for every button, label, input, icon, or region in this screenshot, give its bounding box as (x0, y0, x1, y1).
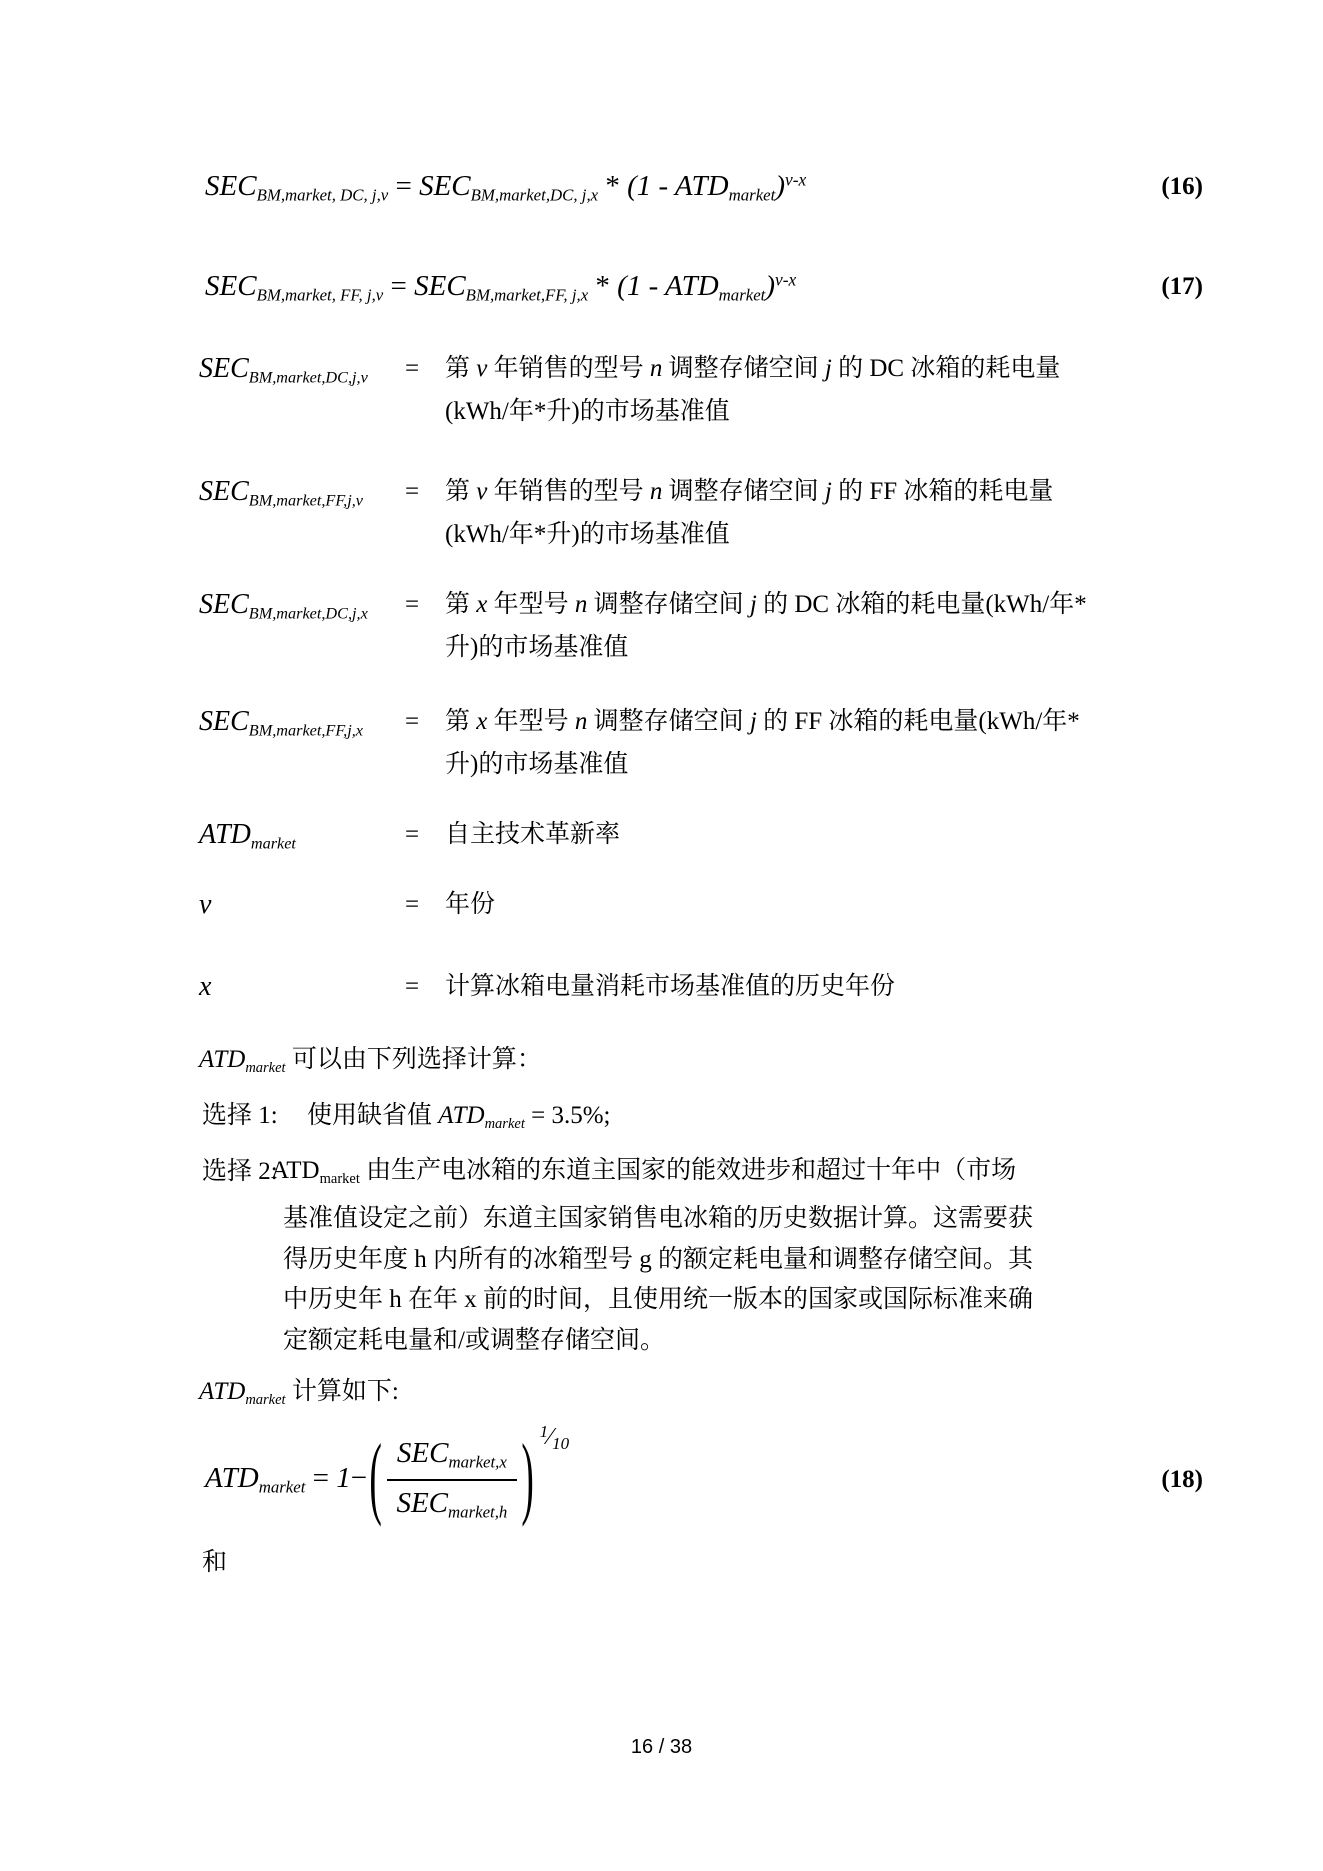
definition-row-sec-bm-market-dc-j-x (199, 583, 1203, 669)
definition-description (445, 813, 1203, 856)
definition-term: SECBM,market,FF,j,x (199, 706, 363, 740)
equals-sign: = (405, 708, 420, 735)
equals-sign: = (405, 355, 420, 382)
description-line: 第 v 年销售的型号 n 调整存储空间 j 的 DC 冰箱的耗电量 (445, 355, 1061, 382)
definition-term: SECBM,market,FF,j,v (199, 476, 363, 510)
choice-1-line: 使用缺省值 ATDmarket = 3.5%; (307, 1102, 611, 1132)
atd-options-intro: ATDmarket 可以由下列选择计算： (199, 1046, 542, 1076)
choice-1-row (202, 1095, 1203, 1145)
description-line: 升)的市场基准值 (445, 751, 629, 778)
fraction-denominator: SECmarket,h (396, 1487, 508, 1522)
page-number: 16 / 38 (630, 1736, 693, 1758)
choice-2-line: 基准值设定之前）东道主国家销售电冰箱的历史数据计算。这需要获 (283, 1205, 1034, 1233)
definition-row-sec-bm-market-dc-j-v (199, 347, 1203, 433)
description-line: 计算冰箱电量消耗市场基准值的历史年份 (445, 973, 896, 1000)
choice-2-content (271, 1151, 1203, 1361)
definition-description (445, 965, 1203, 1008)
exponent-one-tenth (540, 1419, 570, 1452)
description-line: 第 x 年型号 n 调整存储空间 j 的 FF 冰箱的耗电量(kWh/年* (445, 708, 1080, 735)
description-line: 年份 (445, 891, 496, 918)
choice-1-label: 选择 1: (202, 1102, 278, 1129)
equals-sign: = (405, 821, 420, 848)
definition-row-v (199, 883, 1203, 926)
definition-term: x (199, 971, 212, 1002)
definition-row-atd-market (199, 813, 1203, 865)
open-paren: ( (369, 1428, 383, 1529)
and-label: 和 (202, 1549, 228, 1576)
description-line: (kWh/年*升)的市场基准值 (445, 521, 730, 548)
close-paren: ) (521, 1428, 535, 1529)
definition-row-sec-bm-market-ff-j-v (199, 470, 1203, 556)
definition-description (445, 883, 1203, 926)
definition-term: SECBM,market,DC,j,v (199, 353, 368, 387)
choice-2-line: 得历史年度 h 内所有的冰箱型号 g 的额定耗电量和调整存储空间。其 (283, 1245, 1034, 1273)
description-line: 第 x 年型号 n 调整存储空间 j 的 DC 冰箱的耗电量(kWh/年* (445, 591, 1087, 618)
equation-18-number: (18) (1161, 1466, 1203, 1493)
fraction (386, 1435, 517, 1524)
atd-calculation-intro: ATDmarket 计算如下: (199, 1378, 399, 1408)
definition-description (445, 583, 1203, 669)
equation-17-row (205, 268, 1203, 306)
choice-2-row (202, 1151, 1203, 1361)
exponent-numerator: 1 (539, 1422, 549, 1442)
definition-description (445, 347, 1203, 433)
definition-description (445, 470, 1203, 556)
description-line: 自主技术革新率 (445, 821, 621, 848)
definition-row-x (199, 965, 1203, 1008)
equation-16-number: (16) (1161, 172, 1203, 200)
equation-18-lhs: ATDmarket = 1− (205, 1462, 368, 1497)
equation-17-number: (17) (1161, 272, 1203, 300)
equals-sign: = (405, 591, 420, 618)
description-line: (kWh/年*升)的市场基准值 (445, 398, 730, 425)
equation-18-formula (205, 1422, 570, 1529)
choice-2-line: ATDmarket 由生产电冰箱的东道主国家的能效进步和超过十年中（市场 (271, 1157, 1017, 1187)
equation-17-formula: SECBM,market, FF, j,v = SECBM,market,FF, j,x * (1 - ATDmarket)$^{v-x}$ (205, 269, 797, 305)
description-line: 升)的市场基准值 (445, 634, 629, 661)
equation-18-row (205, 1422, 1203, 1535)
definition-row-sec-bm-market-ff-j-x (199, 700, 1203, 786)
equals-sign: = (405, 478, 420, 505)
choice-2-line: 中历史年 h 在年 x 前的时间，且使用统一版本的国家或国际标准来确 (283, 1286, 1034, 1314)
equals-sign: = (405, 891, 420, 918)
fraction-slash: ⁄ (548, 1424, 553, 1451)
equation-16-row (205, 168, 1203, 206)
choice-2-label: 选择 2: (202, 1158, 278, 1185)
fraction-numerator: SECmarket,x (387, 1435, 517, 1481)
definition-term: v (199, 889, 212, 920)
description-line: 第 v 年销售的型号 n 调整存储空间 j 的 FF 冰箱的耗电量 (445, 478, 1054, 505)
choice-2-line: 定额定耗电量和/或调整存储空间。 (283, 1326, 665, 1354)
definition-term: ATDmarket (199, 819, 296, 853)
definition-term: SECBM,market,DC,j,x (199, 589, 368, 623)
equation-16-formula: SECBM,market, DC, j,v = SECBM,market,DC, j,x * (1 - ATDmarket)$^{v-x}$ (205, 169, 807, 205)
choice-1-content (271, 1095, 1203, 1145)
exponent-denominator: 10 (552, 1434, 570, 1454)
equals-sign: = (405, 973, 420, 1000)
definition-description (445, 700, 1203, 786)
